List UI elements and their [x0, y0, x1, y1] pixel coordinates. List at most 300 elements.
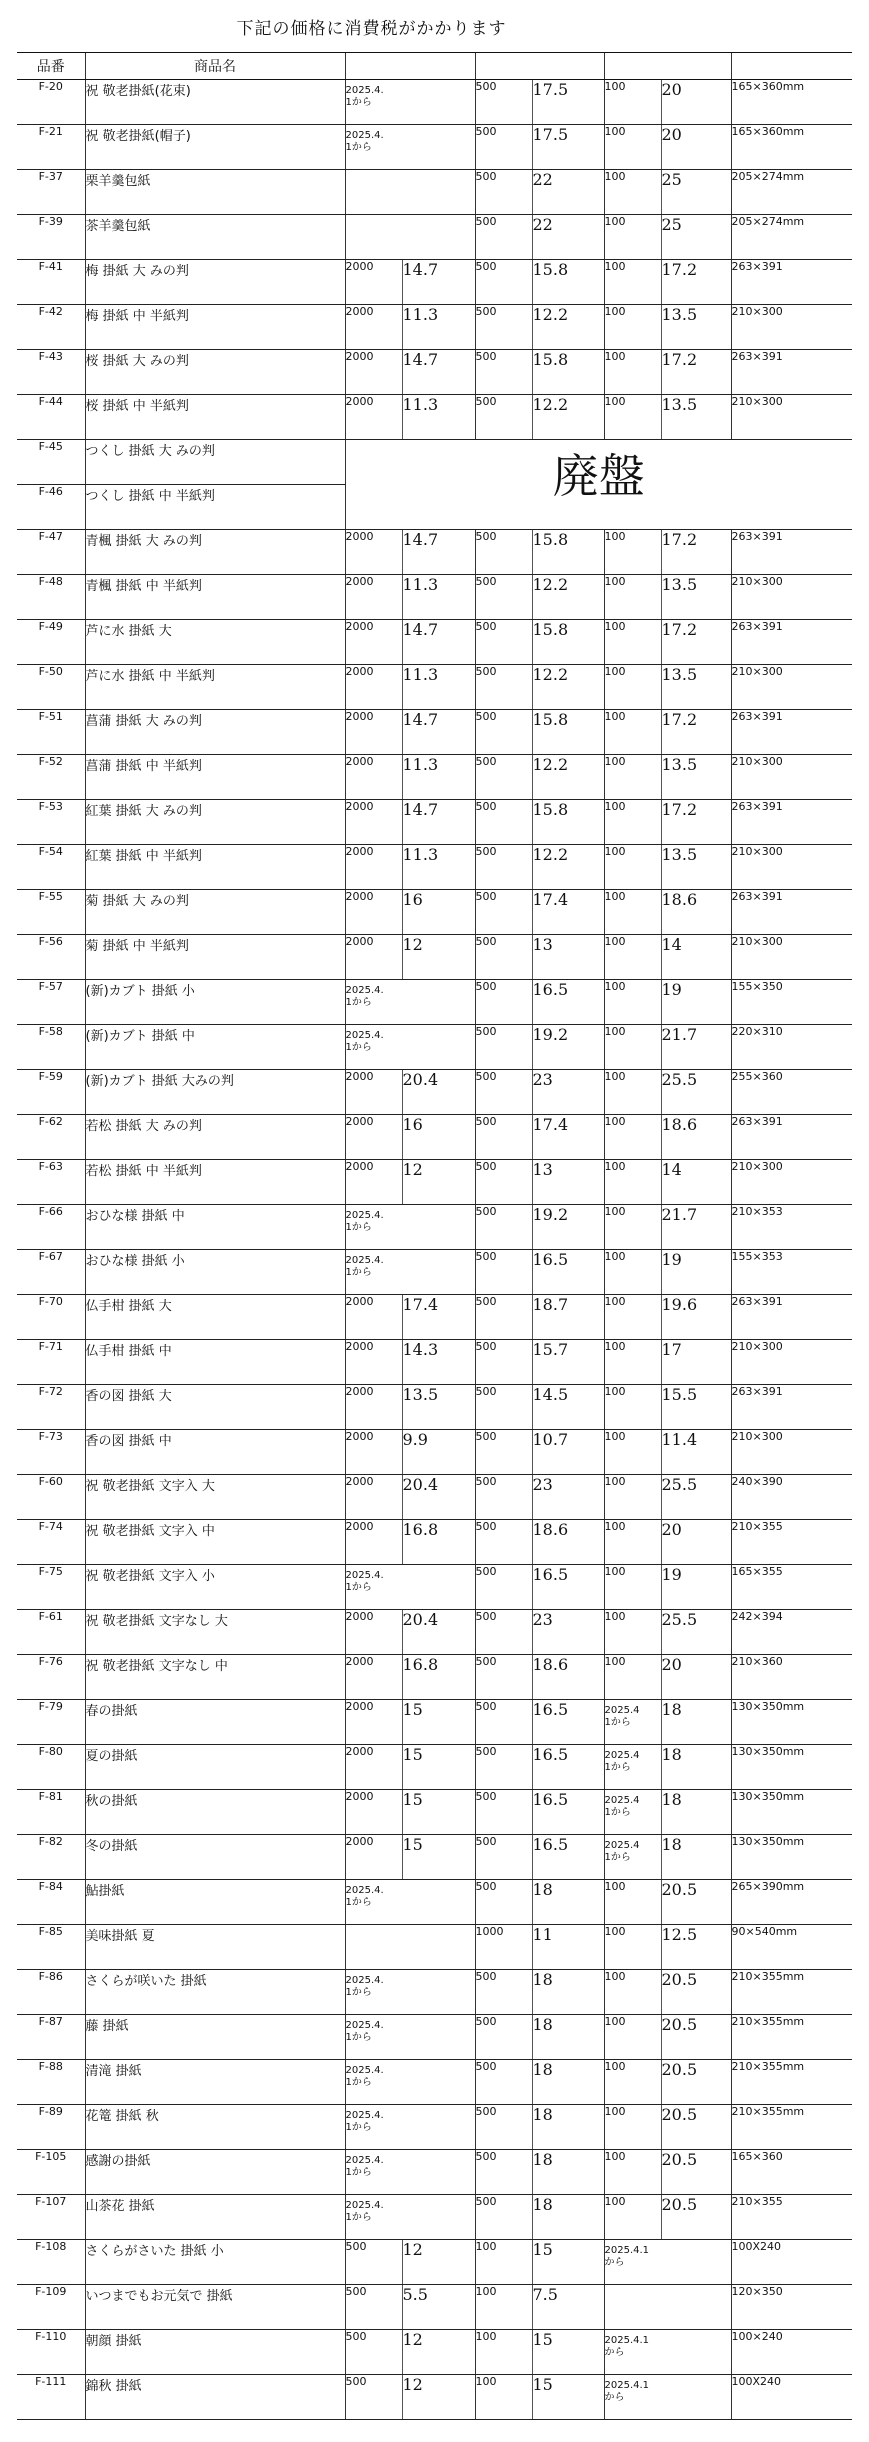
unit-price-1: 11.3: [402, 755, 475, 800]
product-size: 210×355: [731, 1520, 852, 1565]
unit-price-2: 15.7: [532, 1340, 604, 1385]
unit-price-2: 15.8: [532, 350, 604, 395]
quantity-3: 2025.4 1から: [604, 1745, 661, 1790]
quantity-1: 2000: [345, 350, 402, 395]
product-size: 155×350: [731, 980, 852, 1025]
product-size: 210×300: [731, 755, 852, 800]
quantity-1: 2025.4. 1から: [345, 980, 402, 1025]
quantity-3: 100: [604, 80, 661, 125]
quantity-1: 2025.4. 1から: [345, 2060, 402, 2105]
product-size: 210×300: [731, 845, 852, 890]
product-code: F-73: [17, 1430, 85, 1475]
unit-price-3: 20.5: [661, 2150, 731, 2195]
quantity-1: 2000: [345, 620, 402, 665]
product-size: 210×300: [731, 305, 852, 350]
product-code: F-39: [17, 215, 85, 260]
unit-price-3: 13.5: [661, 755, 731, 800]
table-row: [17, 125, 852, 170]
product-name: 香の図 掛紙 大: [85, 1385, 345, 1430]
quantity-1: 2025.4. 1から: [345, 2150, 402, 2195]
unit-price-2: 10.7: [532, 1430, 604, 1475]
unit-price-1: [402, 1250, 475, 1295]
unit-price-3: [661, 2375, 731, 2420]
unit-price-3: 17: [661, 1340, 731, 1385]
quantity-2: 100: [475, 2375, 532, 2420]
quantity-3: 100: [604, 710, 661, 755]
product-size: 210×300: [731, 1160, 852, 1205]
product-name: 祝 敬老掛紙 文字入 小: [85, 1565, 345, 1610]
product-size: 130×350mm: [731, 1790, 852, 1835]
unit-price-2: 16.5: [532, 1790, 604, 1835]
quantity-2: 500: [475, 2150, 532, 2195]
product-size: 210×355mm: [731, 2060, 852, 2105]
unit-price-1: 13.5: [402, 1385, 475, 1430]
quantity-1: 2000: [345, 1070, 402, 1115]
product-code: F-67: [17, 1250, 85, 1295]
unit-price-2: 18.6: [532, 1520, 604, 1565]
header-name: 商品名: [85, 53, 345, 80]
unit-price-3: 13.5: [661, 305, 731, 350]
product-code: F-75: [17, 1565, 85, 1610]
quantity-1: 2025.4. 1から: [345, 1205, 402, 1250]
quantity-1: 2025.4. 1から: [345, 125, 402, 170]
product-size: 242×394: [731, 1610, 852, 1655]
unit-price-1: 12: [402, 2375, 475, 2420]
table-row: [17, 845, 852, 890]
table-row: [17, 2330, 852, 2375]
table-row: [17, 2015, 852, 2060]
product-code: F-48: [17, 575, 85, 620]
quantity-1: [345, 170, 402, 215]
unit-price-2: 12.2: [532, 845, 604, 890]
unit-price-1: 14.7: [402, 620, 475, 665]
unit-price-3: 13.5: [661, 575, 731, 620]
product-size: 120×350: [731, 2285, 852, 2330]
quantity-3: 100: [604, 2015, 661, 2060]
product-code: F-49: [17, 620, 85, 665]
header-row: [17, 53, 852, 80]
product-size: 210×300: [731, 575, 852, 620]
table-row: [17, 170, 852, 215]
unit-price-3: 20: [661, 125, 731, 170]
quantity-3: 100: [604, 1520, 661, 1565]
unit-price-2: 15: [532, 2240, 604, 2285]
quantity-2: 500: [475, 1250, 532, 1295]
unit-price-1: [402, 1880, 475, 1925]
table-row: [17, 1205, 852, 1250]
unit-price-3: 18.6: [661, 890, 731, 935]
quantity-3: 100: [604, 1295, 661, 1340]
unit-price-1: [402, 80, 475, 125]
unit-price-2: 12.2: [532, 755, 604, 800]
unit-price-2: 18: [532, 2105, 604, 2150]
quantity-1: 2000: [345, 1160, 402, 1205]
product-name: 感謝の掛紙: [85, 2150, 345, 2195]
header-blank: [604, 53, 661, 80]
product-code: F-44: [17, 395, 85, 440]
product-code: F-62: [17, 1115, 85, 1160]
table-row: [17, 1745, 852, 1790]
unit-price-3: 13.5: [661, 395, 731, 440]
unit-price-3: 20.5: [661, 1880, 731, 1925]
unit-price-1: 14.7: [402, 710, 475, 755]
unit-price-2: 7.5: [532, 2285, 604, 2330]
quantity-3: 100: [604, 665, 661, 710]
product-size: 265×390mm: [731, 1880, 852, 1925]
table-row: [17, 2060, 852, 2105]
quantity-1: 2000: [345, 1475, 402, 1520]
unit-price-3: [661, 2330, 731, 2375]
product-size: 263×391: [731, 350, 852, 395]
product-code: F-74: [17, 1520, 85, 1565]
product-size: 100×240: [731, 2330, 852, 2375]
quantity-2: 500: [475, 170, 532, 215]
product-size: 205×274mm: [731, 215, 852, 260]
unit-price-3: 13.5: [661, 665, 731, 710]
unit-price-1: [402, 1205, 475, 1250]
unit-price-3: 14: [661, 1160, 731, 1205]
table-row: [17, 215, 852, 260]
quantity-3: 100: [604, 1655, 661, 1700]
product-name: 祝 敬老掛紙 文字なし 大: [85, 1610, 345, 1655]
quantity-3: 100: [604, 1880, 661, 1925]
unit-price-1: 16.8: [402, 1520, 475, 1565]
quantity-1: 2025.4. 1から: [345, 2105, 402, 2150]
unit-price-1: 14.7: [402, 800, 475, 845]
quantity-3: 100: [604, 980, 661, 1025]
header-code: 品番: [17, 53, 85, 80]
product-code: F-107: [17, 2195, 85, 2240]
quantity-2: 500: [475, 1655, 532, 1700]
quantity-1: 2025.4. 1から: [345, 1880, 402, 1925]
quantity-1: 2000: [345, 1430, 402, 1475]
product-size: 263×391: [731, 620, 852, 665]
table-row: [17, 665, 852, 710]
quantity-1: 2000: [345, 1295, 402, 1340]
unit-price-3: 11.4: [661, 1430, 731, 1475]
table-row: [17, 260, 852, 305]
table-row: [17, 575, 852, 620]
product-code: F-81: [17, 1790, 85, 1835]
product-name: (新)カブト 掛紙 大みの判: [85, 1070, 345, 1115]
quantity-3: 100: [604, 1610, 661, 1655]
product-size: 240×390: [731, 1475, 852, 1520]
quantity-2: 500: [475, 215, 532, 260]
header-blank: [731, 53, 852, 80]
quantity-2: 500: [475, 1790, 532, 1835]
unit-price-2: 12.2: [532, 665, 604, 710]
unit-price-3: 20: [661, 1520, 731, 1565]
table-row: [17, 1385, 852, 1430]
unit-price-3: 21.7: [661, 1205, 731, 1250]
product-name: 春の掛紙: [85, 1700, 345, 1745]
product-code: F-70: [17, 1295, 85, 1340]
unit-price-1: [402, 1565, 475, 1610]
header-blank: [661, 53, 731, 80]
product-size: 263×391: [731, 1115, 852, 1160]
table-row: [17, 440, 852, 485]
tax-note: [0, 14, 869, 39]
quantity-2: 500: [475, 1115, 532, 1160]
unit-price-2: 14.5: [532, 1385, 604, 1430]
unit-price-3: 20.5: [661, 2060, 731, 2105]
unit-price-2: 18.7: [532, 1295, 604, 1340]
unit-price-2: 18.6: [532, 1655, 604, 1700]
quantity-2: 500: [475, 1025, 532, 1070]
quantity-2: 500: [475, 80, 532, 125]
unit-price-2: 12.2: [532, 305, 604, 350]
product-size: 263×391: [731, 710, 852, 755]
product-code: F-66: [17, 1205, 85, 1250]
product-name: 茶羊羹包紙: [85, 215, 345, 260]
table-row: [17, 1295, 852, 1340]
product-size: 100X240: [731, 2375, 852, 2420]
unit-price-1: [402, 2105, 475, 2150]
product-code: F-53: [17, 800, 85, 845]
unit-price-1: 14.7: [402, 260, 475, 305]
unit-price-3: 25.5: [661, 1475, 731, 1520]
quantity-3: 100: [604, 1475, 661, 1520]
unit-price-1: 11.3: [402, 395, 475, 440]
product-name: 芦に水 掛紙 中 半紙判: [85, 665, 345, 710]
quantity-2: 1000: [475, 1925, 532, 1970]
quantity-3: 100: [604, 2060, 661, 2105]
quantity-3: 100: [604, 215, 661, 260]
quantity-3: 100: [604, 1160, 661, 1205]
quantity-1: 500: [345, 2285, 402, 2330]
quantity-3: 100: [604, 1025, 661, 1070]
unit-price-2: 18: [532, 2195, 604, 2240]
quantity-1: 2025.4. 1から: [345, 1250, 402, 1295]
quantity-3: 2025.4 1から: [604, 1790, 661, 1835]
quantity-2: 100: [475, 2330, 532, 2375]
unit-price-3: 17.2: [661, 620, 731, 665]
table-row: [17, 2375, 852, 2420]
quantity-3: 2025.4.1 から: [604, 2330, 661, 2375]
quantity-3: 100: [604, 305, 661, 350]
table-row: [17, 1520, 852, 1565]
unit-price-2: 15.8: [532, 710, 604, 755]
product-size: 130×350mm: [731, 1835, 852, 1880]
quantity-1: 500: [345, 2330, 402, 2375]
unit-price-3: 18: [661, 1745, 731, 1790]
table-row: [17, 935, 852, 980]
product-size: 220×310: [731, 1025, 852, 1070]
table-row: [17, 305, 852, 350]
product-code: F-59: [17, 1070, 85, 1115]
product-size: 210×300: [731, 1340, 852, 1385]
product-size: 263×391: [731, 890, 852, 935]
product-name: 山茶花 掛紙: [85, 2195, 345, 2240]
product-code: F-105: [17, 2150, 85, 2195]
product-name: 祝 敬老掛紙 文字入 中: [85, 1520, 345, 1565]
unit-price-3: 14: [661, 935, 731, 980]
quantity-2: 500: [475, 1385, 532, 1430]
quantity-1: 2000: [345, 1115, 402, 1160]
table-row: [17, 980, 852, 1025]
unit-price-3: 17.2: [661, 260, 731, 305]
product-code: F-54: [17, 845, 85, 890]
product-code: F-45: [17, 440, 85, 485]
unit-price-1: 11.3: [402, 575, 475, 620]
unit-price-3: 20.5: [661, 2105, 731, 2150]
unit-price-2: 16.5: [532, 1700, 604, 1745]
unit-price-2: 23: [532, 1610, 604, 1655]
unit-price-2: 15: [532, 2330, 604, 2375]
quantity-1: 2000: [345, 1745, 402, 1790]
product-size: 210×300: [731, 935, 852, 980]
product-size: 263×391: [731, 530, 852, 575]
table-row: [17, 2150, 852, 2195]
unit-price-2: 17.4: [532, 1115, 604, 1160]
quantity-2: 500: [475, 2060, 532, 2105]
header-blank: [402, 53, 475, 80]
quantity-1: 2000: [345, 845, 402, 890]
table-row: [17, 530, 852, 575]
header-blank: [345, 53, 402, 80]
price-table: [17, 52, 852, 2420]
unit-price-1: [402, 170, 475, 215]
table-row: [17, 1160, 852, 1205]
product-code: F-41: [17, 260, 85, 305]
product-size: 255×360: [731, 1070, 852, 1115]
unit-price-3: 21.7: [661, 1025, 731, 1070]
unit-price-1: 15: [402, 1700, 475, 1745]
table-row: [17, 620, 852, 665]
unit-price-2: 18: [532, 1880, 604, 1925]
product-code: F-43: [17, 350, 85, 395]
product-code: F-58: [17, 1025, 85, 1070]
product-code: F-46: [17, 485, 85, 530]
quantity-1: 2000: [345, 665, 402, 710]
table-row: [17, 1925, 852, 1970]
unit-price-2: 11: [532, 1925, 604, 1970]
product-name: 祝 敬老掛紙(花束): [85, 80, 345, 125]
table-row: [17, 2195, 852, 2240]
quantity-2: 500: [475, 125, 532, 170]
product-name: 美味掛紙 夏: [85, 1925, 345, 1970]
quantity-1: 2000: [345, 575, 402, 620]
product-size: 263×391: [731, 260, 852, 305]
quantity-2: 500: [475, 1070, 532, 1115]
product-name: 夏の掛紙: [85, 1745, 345, 1790]
quantity-3: 100: [604, 1205, 661, 1250]
quantity-3: 100: [604, 1340, 661, 1385]
quantity-2: 500: [475, 1610, 532, 1655]
unit-price-1: [402, 1025, 475, 1070]
product-name: 仏手柑 掛紙 中: [85, 1340, 345, 1385]
quantity-1: 500: [345, 2240, 402, 2285]
quantity-3: 100: [604, 2150, 661, 2195]
quantity-1: 2000: [345, 710, 402, 755]
quantity-3: 100: [604, 755, 661, 800]
unit-price-2: 15.8: [532, 260, 604, 305]
product-name: 祝 敬老掛紙 文字入 大: [85, 1475, 345, 1520]
product-size: 210×353: [731, 1205, 852, 1250]
product-size: 210×355mm: [731, 1970, 852, 2015]
unit-price-2: 23: [532, 1475, 604, 1520]
quantity-1: 2025.4. 1から: [345, 80, 402, 125]
product-name: 菊 掛紙 中 半紙判: [85, 935, 345, 980]
quantity-3: 100: [604, 530, 661, 575]
table-row: [17, 710, 852, 755]
unit-price-3: 25.5: [661, 1070, 731, 1115]
quantity-2: 500: [475, 710, 532, 755]
unit-price-3: 13.5: [661, 845, 731, 890]
product-name: 秋の掛紙: [85, 1790, 345, 1835]
quantity-2: 500: [475, 845, 532, 890]
quantity-2: 500: [475, 1970, 532, 2015]
unit-price-3: 12.5: [661, 1925, 731, 1970]
unit-price-1: [402, 2015, 475, 2060]
product-code: F-37: [17, 170, 85, 215]
unit-price-3: 20.5: [661, 2195, 731, 2240]
product-name: 香の図 掛紙 中: [85, 1430, 345, 1475]
quantity-2: 500: [475, 260, 532, 305]
product-code: F-86: [17, 1970, 85, 2015]
product-name: 栗羊羹包紙: [85, 170, 345, 215]
unit-price-1: 12: [402, 1160, 475, 1205]
table-row: [17, 1970, 852, 2015]
unit-price-3: 20.5: [661, 1970, 731, 2015]
quantity-2: 500: [475, 1565, 532, 1610]
unit-price-1: 11.3: [402, 845, 475, 890]
unit-price-2: 17.5: [532, 125, 604, 170]
quantity-3: 100: [604, 845, 661, 890]
product-size: 210×300: [731, 395, 852, 440]
unit-price-2: 18: [532, 2060, 604, 2105]
product-name: 仏手柑 掛紙 大: [85, 1295, 345, 1340]
unit-price-3: 18: [661, 1835, 731, 1880]
quantity-2: 500: [475, 1205, 532, 1250]
header-blank: [532, 53, 604, 80]
product-code: F-71: [17, 1340, 85, 1385]
unit-price-1: 14.7: [402, 350, 475, 395]
unit-price-3: 25: [661, 170, 731, 215]
unit-price-2: 15: [532, 2375, 604, 2420]
unit-price-2: 19.2: [532, 1205, 604, 1250]
table-row: [17, 80, 852, 125]
unit-price-1: 15: [402, 1790, 475, 1835]
table-row: [17, 1025, 852, 1070]
unit-price-1: 20.4: [402, 1610, 475, 1655]
product-code: F-110: [17, 2330, 85, 2375]
unit-price-1: [402, 2195, 475, 2240]
product-name: 芦に水 掛紙 大: [85, 620, 345, 665]
product-name: 梅 掛紙 大 みの判: [85, 260, 345, 305]
product-name: 桜 掛紙 中 半紙判: [85, 395, 345, 440]
unit-price-2: 16.5: [532, 1565, 604, 1610]
quantity-3: 100: [604, 1925, 661, 1970]
discontinued-label: 廃盤: [345, 440, 852, 530]
table-row: [17, 2285, 852, 2330]
product-size: 90×540mm: [731, 1925, 852, 1970]
unit-price-1: 16.8: [402, 1655, 475, 1700]
quantity-1: 2000: [345, 305, 402, 350]
product-code: F-63: [17, 1160, 85, 1205]
quantity-1: 2025.4. 1から: [345, 2195, 402, 2240]
unit-price-1: 15: [402, 1745, 475, 1790]
quantity-2: 500: [475, 1880, 532, 1925]
unit-price-1: 20.4: [402, 1475, 475, 1520]
quantity-2: 500: [475, 395, 532, 440]
unit-price-1: 5.5: [402, 2285, 475, 2330]
product-name: 梅 掛紙 中 半紙判: [85, 305, 345, 350]
quantity-3: 100: [604, 935, 661, 980]
quantity-1: [345, 215, 402, 260]
quantity-3: 100: [604, 1970, 661, 2015]
product-size: 165×360mm: [731, 125, 852, 170]
